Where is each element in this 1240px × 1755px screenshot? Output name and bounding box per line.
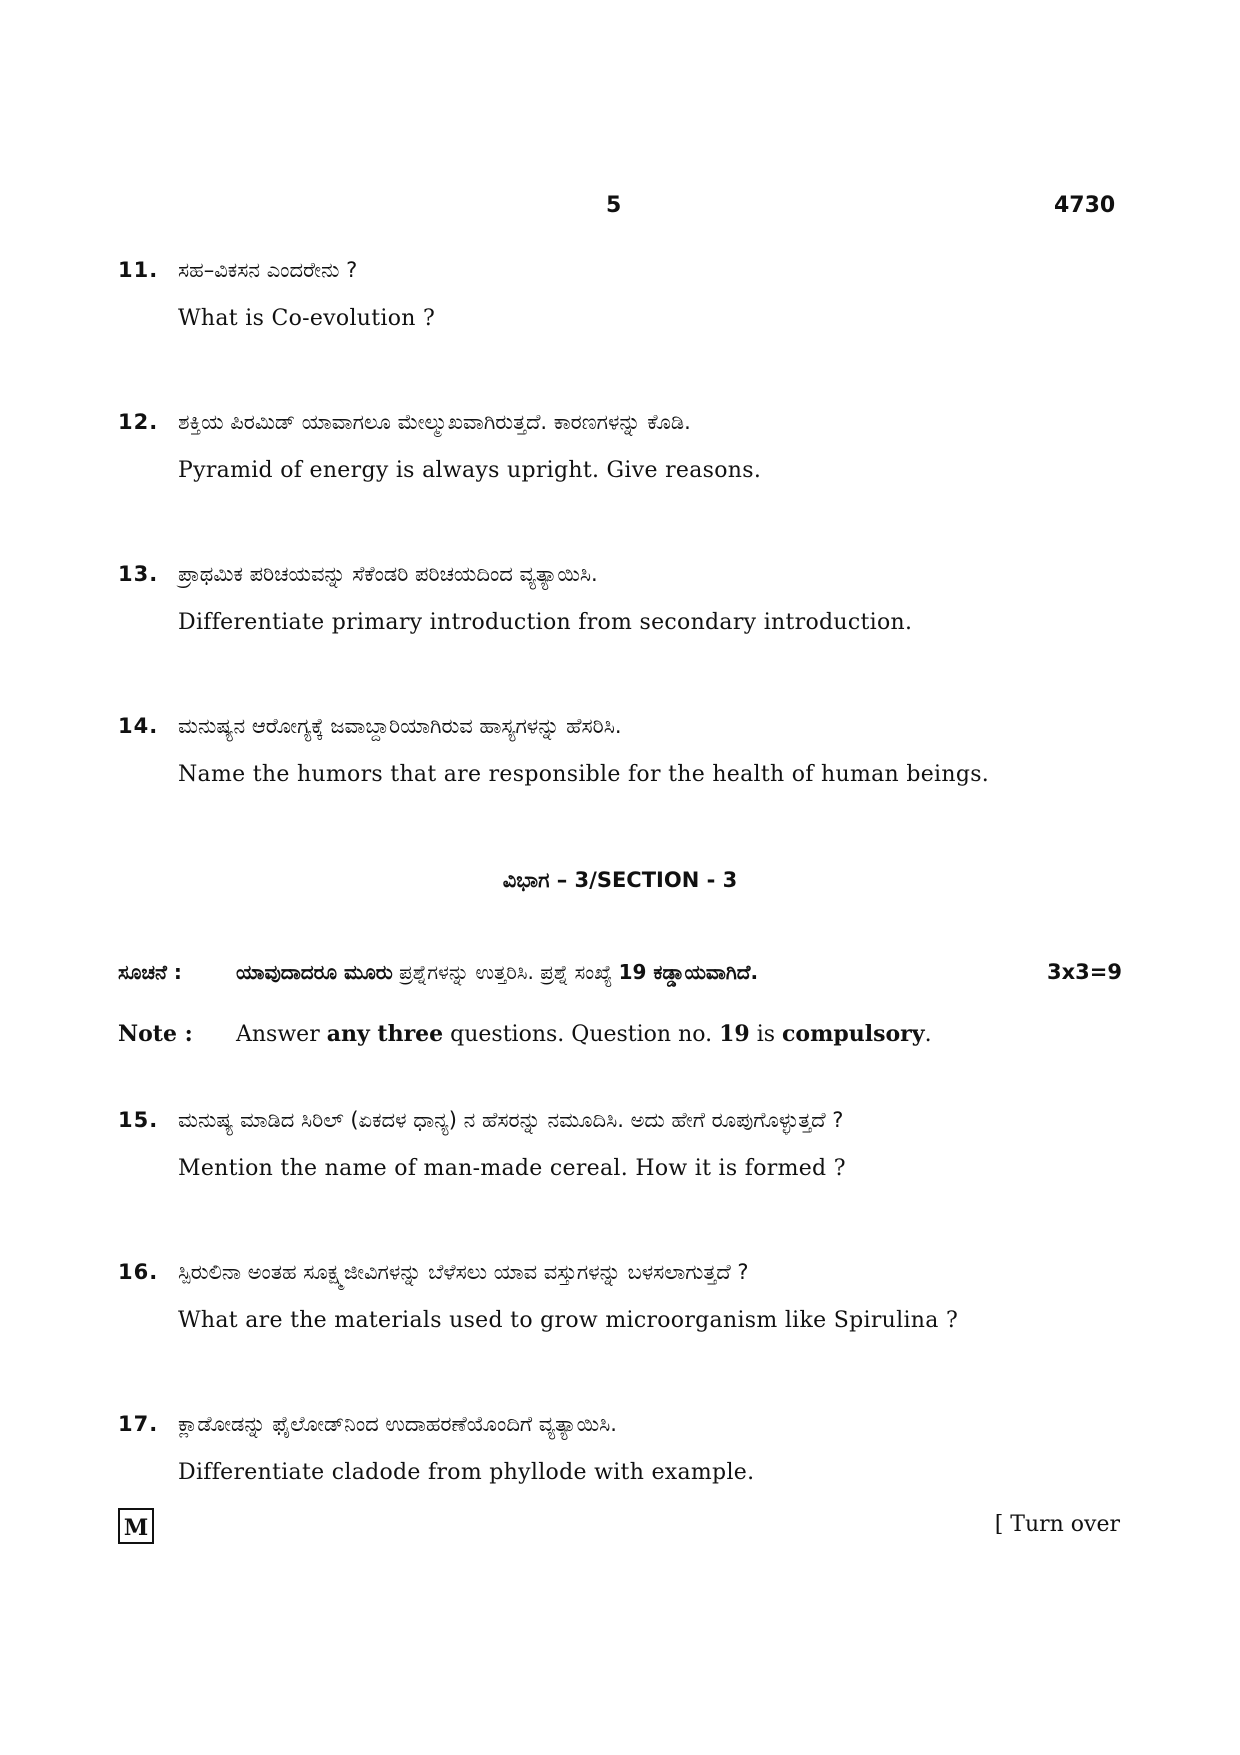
question-kannada: ಸಹ–ವಿಕಸನ ಎಂದರೇನು ? <box>178 258 358 282</box>
marks-label: 3x3=9 <box>1047 960 1122 984</box>
question-kannada: ಪ್ರಾಥಮಿಕ ಪರಿಚಯವನ್ನು ಸೆಕೆಂಡರಿ ಪರಿಚಯದಿಂದ ವ್ಯತ್ಯಾಯಿಸಿ. <box>178 562 598 586</box>
question-kannada: ಕ್ಲಾಡೋಡನ್ನು ಫೈಲೋಡ್‌ನಿಂದ ಉದಾಹರಣೆಯೊಂದಿಗೆ ವ್ಯತ್ಯಾಯಿಸಿ. <box>178 1412 617 1436</box>
medium-mark-box: M <box>118 1508 154 1544</box>
instruction-kn-middle: ಪ್ರಶ್ನೆಗಳನ್ನು ಉತ್ತರಿಸಿ. ಪ್ರಶ್ನೆ ಸಂಖ್ಯೆ <box>392 960 619 984</box>
instruction-en-part: questions. Question no. <box>443 1022 720 1047</box>
question-kannada: ಮನುಷ್ಯ ಮಾಡಿದ ಸಿರಿಲ್ (ಏಕದಳ ಧಾನ್ಯ) ನ ಹೆಸರನ್ನು ನಮೂದಿಸಿ. ಅದು ಹೇಗೆ ರೂಪುಗೊಳ್ಳುತ್ತದೆ ? <box>178 1108 844 1132</box>
question-number: 13. <box>118 562 159 586</box>
instruction-kn-bold-2: 19 ಕಡ್ಡಾಯವಾಗಿದೆ. <box>618 960 759 984</box>
section-heading: ವಿಭಾಗ – 3/SECTION - 3 <box>502 868 738 892</box>
instruction-kn-text <box>236 960 758 984</box>
instruction-en-bold: compulsory <box>782 1021 925 1047</box>
instruction-en-part: Answer <box>236 1022 327 1047</box>
question-english: What are the materials used to grow microorganism like Spirulina ? <box>178 1308 959 1333</box>
question-number: 11. <box>118 258 159 282</box>
question-number: 15. <box>118 1108 159 1132</box>
instruction-en-part: . <box>924 1022 932 1047</box>
question-number: 14. <box>118 714 159 738</box>
instruction-en-text <box>236 1021 932 1047</box>
question-kannada: ಶಕ್ತಿಯ ಪಿರಮಿಡ್ ಯಾವಾಗಲೂ ಮೇಲ್ಮುಖವಾಗಿರುತ್ತದೆ. ಕಾರಣಗಳನ್ನು ಕೊಡಿ. <box>178 410 691 434</box>
instruction-en-label: Note : <box>118 1021 193 1047</box>
instruction-kn-label: ಸೂಚನೆ : <box>118 960 182 984</box>
instruction-en-bold: 19 <box>719 1021 750 1047</box>
question-kannada: ಮನುಷ್ಯನ ಆರೋಗ್ಯಕ್ಕೆ ಜವಾಬ್ದಾರಿಯಾಗಿರುವ ಹಾಸ್ಯಗಳನ್ನು ಹೆಸರಿಸಿ. <box>178 714 622 738</box>
instruction-en-bold: any three <box>326 1021 444 1047</box>
instruction-english <box>118 1021 1122 1047</box>
question-english: Differentiate primary introduction from secondary introduction. <box>178 610 913 635</box>
page-number: 5 <box>606 193 622 218</box>
question-kannada: ಸ್ಪಿರುಲಿನಾ ಅಂತಹ ಸೂಕ್ಷ್ಮಜೀವಿಗಳನ್ನು ಬೆಳೆಸಲು ಯಾವ ವಸ್ತುಗಳನ್ನು ಬಳಸಲಾಗುತ್ತದೆ ? <box>178 1260 749 1284</box>
turn-over-label: [ Turn over <box>994 1512 1120 1537</box>
question-english: Mention the name of man-made cereal. How it is formed ? <box>178 1156 846 1181</box>
question-english: Pyramid of energy is always upright. Give reasons. <box>178 458 762 483</box>
question-number: 12. <box>118 410 159 434</box>
question-english: What is Co-evolution ? <box>178 306 436 331</box>
paper-code: 4730 <box>1054 193 1116 218</box>
question-english: Name the humors that are responsible for the health of human beings. <box>178 762 990 787</box>
instruction-en-part: is <box>749 1022 783 1047</box>
question-number: 16. <box>118 1260 159 1284</box>
instruction-kn-bold-1: ಯಾವುದಾದರೂ ಮೂರು <box>236 960 393 984</box>
instruction-kannada <box>118 960 1122 984</box>
question-number: 17. <box>118 1412 159 1436</box>
question-english: Differentiate cladode from phyllode with example. <box>178 1460 755 1485</box>
